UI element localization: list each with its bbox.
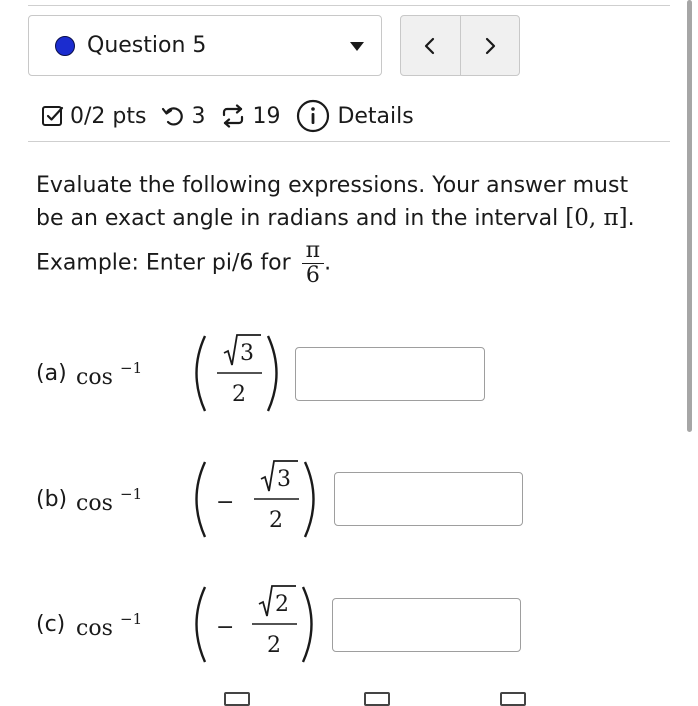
part-c-func: cos <box>76 616 113 641</box>
part-b <box>36 457 536 541</box>
prompt-line-1: Evaluate the following expressions. Your answer must <box>36 173 629 198</box>
question-selector[interactable] <box>28 15 382 76</box>
details-link[interactable]: Details <box>337 103 414 129</box>
part-b-denominator: 2 <box>269 508 283 533</box>
part-c-expression <box>76 582 366 666</box>
chevron-right-icon <box>483 36 497 56</box>
part-c-radicand: 2 <box>275 592 289 617</box>
part-b-radicand: 3 <box>277 467 291 492</box>
prompt-period: . <box>627 206 635 231</box>
part-a-denominator: 2 <box>232 382 246 407</box>
question-meta <box>41 96 414 136</box>
bottom-toolbar-icon-2[interactable] <box>364 692 390 706</box>
part-c-label: (c) <box>36 612 66 637</box>
meta-divider <box>28 141 670 142</box>
example-period: . <box>324 250 332 276</box>
part-b-label: (b) <box>36 487 68 512</box>
part-c-exponent: −1 <box>120 610 143 628</box>
part-b-expression <box>76 457 366 541</box>
checkbox-icon <box>41 104 65 128</box>
question-prompt <box>36 170 666 288</box>
info-icon[interactable] <box>296 99 330 133</box>
question-label: Question 5 <box>87 33 207 58</box>
part-b-answer-input[interactable] <box>334 472 523 526</box>
question-status-dot <box>55 36 75 56</box>
part-a-expression <box>76 331 326 415</box>
top-divider <box>28 5 670 6</box>
part-a-func: cos <box>76 365 113 390</box>
next-question-button[interactable] <box>460 16 520 75</box>
submissions-count: 19 <box>252 103 281 129</box>
retry-icon <box>160 104 186 128</box>
prompt-example <box>36 239 666 288</box>
part-a <box>36 331 496 415</box>
part-c-sign: − <box>216 615 235 640</box>
example-denominator: 6 <box>305 263 320 288</box>
example-fraction <box>302 239 324 288</box>
previous-question-button[interactable] <box>401 16 460 75</box>
part-a-answer-input[interactable] <box>295 347 485 401</box>
part-c-denominator: 2 <box>267 633 281 658</box>
example-numerator: π <box>302 239 324 264</box>
attempts-count: 3 <box>191 103 206 129</box>
prompt-line-2-text: be an exact angle in radians and in the interval <box>36 206 559 231</box>
interval-expression: [0, π] <box>565 205 628 231</box>
part-a-radicand: 3 <box>240 341 254 366</box>
question-nav <box>400 15 520 76</box>
part-c <box>36 582 536 666</box>
bottom-toolbar-icon-3[interactable] <box>500 692 526 706</box>
points-text: 0/2 pts <box>70 103 147 129</box>
submissions-icon <box>219 104 247 128</box>
part-b-sign: − <box>216 490 235 515</box>
part-a-exponent: −1 <box>120 359 143 377</box>
part-a-label: (a) <box>36 361 67 386</box>
prompt-line-2 <box>36 202 666 235</box>
bottom-toolbar-icon-1[interactable] <box>224 692 250 706</box>
part-c-answer-input[interactable] <box>332 598 521 652</box>
caret-down-icon <box>350 42 364 51</box>
part-b-func: cos <box>76 491 113 516</box>
vertical-scrollbar[interactable] <box>687 0 692 432</box>
chevron-left-icon <box>423 36 437 56</box>
example-text: Example: Enter pi/6 for <box>36 250 291 276</box>
part-b-exponent: −1 <box>120 485 143 503</box>
